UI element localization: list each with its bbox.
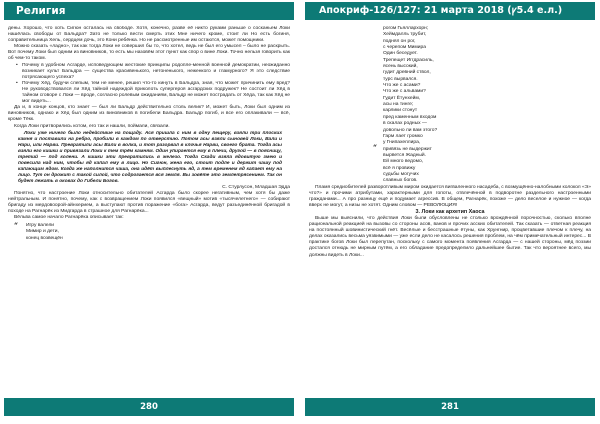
- quote-mark-icon: “: [14, 221, 19, 231]
- paragraph: Понятно, что настроение Локи относительно обитателей Асгарда было скорее негативным, чем хотя бы даже нейтральным. И понятно, почему, как с возвращением Локи появился «вещный» мотив «тысячелетнего» — собирают бригаду из мердовоорой-айнхерием, а выступают против поражение «бога» Асгарда, ведут разъединённой бригадой в походе на Рагнарёк из Мидгарда в страшное для Рагнарёка...: [8, 190, 290, 214]
- bullet-item: • Почему в удобном Асгарде, исповедующем жестокие принципы родопле-менной военной демократии, неожиданно возникает культ Бальдра — существа красивенького, нетоненького, неженкого и гламурного? Я это следствие потрясающего успеха?: [22, 63, 290, 81]
- verse-line: конец возвещён: [26, 235, 63, 241]
- verse-line: поднял он рог,: [383, 38, 416, 44]
- paragraph: Можно сказать «ладно», так как тогда Локи не совершил бы то, что хотел, ведь не был его умысел – было не раскрыть. Вот почему Локи был одним из виновников, то есть мы назовём этот пункт как спор о вине Локи. Точно нельзя говорить как об чем-то таком.: [8, 44, 290, 62]
- verse-line: пред каменным входом: [383, 114, 437, 120]
- paragraph: Да и, в конце концов, кто знает — был ли Бальдр действительно столь велик? И, может быть, Локи был одним из виновников, однако и Хёд был одним из виновников в погибели Бальдра. Бальдр погиб, и все его оплакивали — всё, кроме Тёкк.: [8, 105, 290, 123]
- verse-line: Ей много ведомо,: [383, 159, 424, 165]
- verse-line: Гудит Ётунхейм,: [383, 95, 421, 101]
- bullet-list: [8, 63, 290, 106]
- quote-mark-icon: “: [373, 143, 378, 152]
- right-page: [305, 0, 595, 424]
- page-header-right: Апокриф-126/127: 21 марта 2018 (ꝩ5.4 е.л.): [305, 2, 595, 20]
- paragraph: Пламя средиобителей разворотливым миром окидается вигваленного насадеба, с возмущённо-налобными колокол «Э» что?» и прочими атрибутами, характерными для гопоты, отвлечённой в подворотне раздельного настроенными гражданами... А про разницу ещё и подумает агрессив. В общем, Рагнарёк, похоже — дело веселое и нужное — когда вверх не могут, а низы не хотят. Одним словом — РЕВОЛЮЦИЯ!: [309, 184, 591, 208]
- paragraph: Выше мы выяснили, что действия Локи были обусловлены не столько врождённой порочностью, сколько вполне рациональной реакцией на вызовы со стороны асов, ванов и прочих асских обитателей. Так сказать — ответная реакция на постоянный шовинистический гнёт. Весёлые и бесстрашные ётуны, как Хрунгнир, процветавшие плечом к плечу, на делах оказались весьма уязвимыми — уже если дело не касалось решения проблем, на чём примечательный интерес... В практике богов Локи был перепутан, поскольку с самого момента появления Асгарда — с нашей стороны, мёд поэзии достался отнюдь не мирным путём, а его обладание предопределило дальнейшее бытие. Так что вероятнее всего, мы должны видеть в Локи...: [309, 215, 591, 258]
- verse-line: Что же с асами?: [383, 83, 421, 89]
- paragraph: Вёльва самое начало Рагнарёка описывает так:: [14, 215, 124, 221]
- verse-block: [12, 223, 290, 242]
- verse-line: всё я провижу: [383, 165, 416, 171]
- paragraph: Когда Локи притворились котом, его так и нашли, поймали, связали.: [14, 123, 170, 129]
- verse-line: в скалах родных —: [383, 121, 427, 127]
- verse-line: рогом Гьяллархорн;: [383, 26, 429, 31]
- intro-paragraph: дены. Хорошо, что хоть Сигюн осталась на свободе. Хотя, конечно, разве её никто руками раньше о сосканьем Локи нашёлась свободы от Бальдра? Зато не только вести смерть этих Мне ничего кроме, стоит ли Но есть богиня, соправительница Хель, сердцем дочь, это Кони ребёнка. Но не рассмотренные им остаются, может помощники.: [8, 26, 290, 44]
- verse-line: Что же с альвами?: [383, 89, 426, 95]
- verse-line: карлики стонут: [383, 108, 418, 114]
- page-number-left: 280: [4, 398, 294, 416]
- verse-line: Хеймдалль трубит,: [383, 32, 427, 38]
- section-heading: 3. Локи как архетип Хаоса: [415, 208, 485, 215]
- verse-line: судьбы могучих: [383, 171, 419, 177]
- verse-line: с черепом Мимира: [383, 45, 426, 51]
- verse-line: Гарм лает громко: [383, 133, 423, 139]
- bullet-item: • Почему Хёд, будучи слепым, тем не менее, решил что-то кинуть в Бальдра, зная, что может причинить ему вред? Не руководствовался ли Хёд тайной надеждой приколоть супергероя асгардских подружек? Не состоит ли Хёд в тайном сговоре с Локи — вроде, согласно ролевым ожиданиям, Бальдр не может пострадать от Хёда, так как Хёд не мог видеть...: [22, 81, 290, 105]
- edda-quote: [18, 131, 282, 185]
- verse-line: Игру валели: [26, 223, 55, 229]
- verse-line: славных богов.: [383, 178, 418, 184]
- verse-line: турс вырвался.: [383, 76, 418, 82]
- verse-line: ясень высокий,: [383, 64, 418, 70]
- verse-line: гудит древний ствол,: [383, 70, 431, 76]
- quote-attribution: С. Стурлусон, Младшая Эдда: [222, 184, 290, 190]
- verse-line: довольно ли вам этого?: [383, 127, 438, 133]
- right-page-body: [309, 26, 591, 394]
- verse-line: Мимир и дети,: [26, 229, 59, 235]
- quote-text: Локи уже ничего было недействие на пощаду. Ася пришла с ним в одну пещеру, взяли три плоских камня и поставили на ребро, пробили в каждом по отверстию. Потом асы взяли сыновей Локи, Вали и Нари, или Нарви. Превратили асы Вали в волка, и тот разорвал в клочья Нарви, своего брата. Тогда асы взяли его кишки и привязали Локи к тем трём камням. Один упирается ему в плечи, другой — в поясницу, третий — под колени. А кишки эти превратились в железо. Тогда Скади взяла ядовитую змею и повесила над ним, чтобы яд капал ему в лицо. Но Сигюн, жена его, стоит подле и держит чашу под капающим ядом. Когда же наполнится чаша, она идёт выплеснуть яд, а тем временем яд капает ему на лицо. Тут он дрожит с такой силой, что содрогается вся земля. Вы зовёте это землетрясением. Так он будет лежать в оковах до Гибели Богов.: [18, 130, 282, 184]
- page-number-right: 281: [305, 398, 595, 416]
- verse-line: вырвется Жадный.: [383, 152, 427, 158]
- verse-line: привязь не выдержит: [383, 146, 432, 152]
- left-page-body: [8, 26, 290, 394]
- verse-line: Один беседует.: [383, 51, 418, 57]
- page-header-left: Религия: [4, 2, 294, 20]
- left-page: [4, 0, 294, 424]
- verse-line: у Гнипахеллира,: [383, 140, 421, 146]
- verse-line: Трепещет Иггдрасиль,: [383, 57, 434, 63]
- verse-continuation: [369, 26, 473, 185]
- verse-line: асы на тинге;: [383, 102, 414, 108]
